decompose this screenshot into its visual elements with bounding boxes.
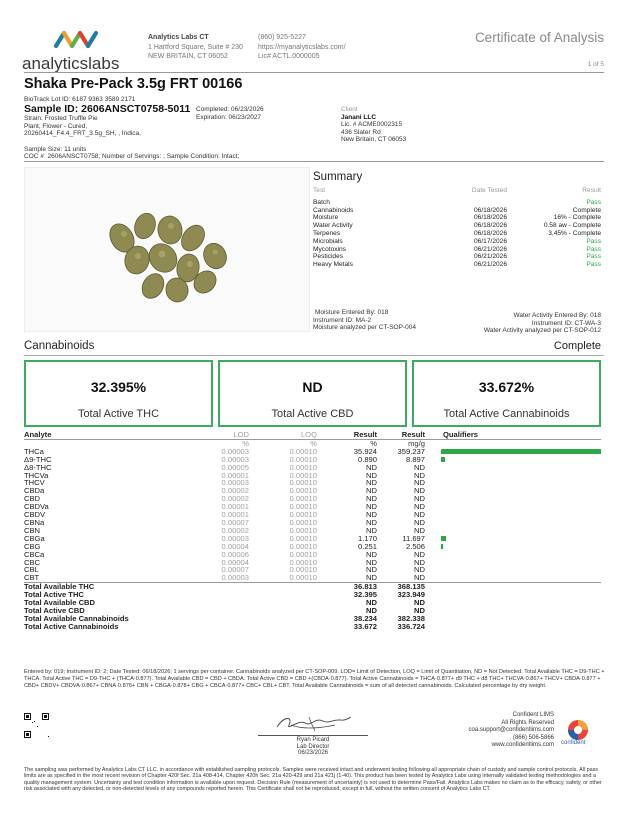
analyte-qualifier	[425, 566, 601, 574]
header-analyte: Analyte	[24, 430, 52, 439]
analyte-lod: 0.00001	[221, 470, 249, 480]
water-activity-info	[484, 312, 601, 335]
cannabinoids-divider	[24, 355, 604, 356]
lab-website[interactable]: https://myanalyticslabs.com/	[258, 43, 346, 51]
header-result-mg: Result	[401, 430, 425, 439]
matrix: Plant, Flower - Cured,	[24, 122, 88, 130]
total-active-thc-value: 32.395%	[90, 379, 147, 395]
unit-result-mg: mg/g	[377, 439, 425, 447]
analyte-loq: 0.00010	[289, 525, 317, 535]
total-active-cannabinoids-box	[412, 360, 601, 427]
product-title: Shaka Pre-Pack 3.5g FRT 00166	[24, 76, 243, 92]
summary-row	[313, 214, 601, 222]
analyte-result-mg: ND	[414, 510, 425, 520]
qr-code[interactable]	[24, 713, 49, 738]
result-bar	[441, 536, 446, 541]
analyte-lod: 0.00003	[221, 573, 249, 583]
summary-date: 06/21/2026	[473, 245, 507, 253]
analyte-qualifier	[425, 448, 601, 456]
expiration-date: Expiration: 06/23/2027	[196, 113, 262, 121]
analyte-lod: 0.00006	[221, 549, 249, 559]
analyte-qualifier	[425, 527, 601, 535]
analyte-result-mg: 8.897	[405, 454, 425, 464]
document-title: Certificate of Analysis	[474, 30, 604, 45]
analyte-result-pct: ND	[366, 517, 377, 527]
analyte-result-pct: 0.251	[357, 541, 377, 551]
analyte-loq: 0.00010	[289, 502, 317, 512]
analyte-lod: 0.00004	[221, 557, 249, 567]
analyte-qualifier	[425, 479, 601, 487]
header-divider	[24, 72, 604, 73]
analyte-loq: 0.00010	[289, 565, 317, 575]
analyte-result-pct: 0.890	[357, 454, 377, 464]
analyte-qualifier	[425, 487, 601, 495]
summary-header-result: Result	[582, 187, 601, 194]
sample-size: Sample Size: 11 units	[24, 146, 87, 153]
lab-info	[148, 33, 243, 62]
analyte-qualifier	[425, 472, 601, 480]
analyte-result-pct: ND	[366, 470, 377, 480]
summary-result: Pass	[586, 261, 601, 269]
total-result-mg: 382.338	[397, 613, 425, 623]
summary-date: 06/21/2026	[473, 253, 507, 261]
summary-table	[313, 187, 601, 269]
analyte-loq: 0.00010	[289, 478, 317, 488]
analyte-lod: 0.00007	[221, 517, 249, 527]
total-name: Total Active CBD	[24, 605, 85, 615]
analyte-row	[24, 574, 601, 582]
summary-result: Pass	[586, 237, 601, 245]
total-qualifier	[425, 591, 601, 599]
analyte-name: CBC	[24, 557, 41, 567]
total-name: Total Available THC	[24, 583, 317, 591]
total-qualifier	[425, 607, 601, 615]
section-divider	[24, 161, 604, 162]
biotrack-lot-id: BioTrack Lot ID: 6187 9363 3589 2171	[24, 96, 136, 103]
summary-row	[313, 253, 601, 261]
product-photo	[24, 167, 310, 332]
analyte-lod: 0.00007	[221, 565, 249, 575]
total-result-mg: ND	[414, 598, 425, 608]
analyte-name: CBN	[24, 525, 41, 535]
total-active-cbd-label: Total Active CBD	[271, 408, 354, 420]
analyte-loq: 0.00010	[289, 573, 317, 583]
analyte-loq: 0.00010	[289, 541, 317, 551]
result-bar	[441, 457, 445, 462]
total-qualifier	[425, 623, 601, 631]
confident-name: Confident LIMS	[512, 712, 554, 718]
confident-website[interactable]: www.confidentlims.com	[491, 742, 554, 749]
coc-line: COC #: 2606ANSCT0758; Number of Servings: ; Sample Condition: Intact;	[24, 153, 240, 160]
analyte-lod: 0.00003	[221, 454, 249, 464]
summary-row	[313, 222, 601, 230]
completed-date: Completed: 06/23/2026	[196, 106, 264, 113]
client-info	[341, 106, 406, 144]
summary-test: Microbials	[313, 237, 343, 245]
analyte-name: CBDV	[24, 510, 46, 520]
header-loq: LOQ	[300, 430, 317, 439]
page-number: 1 of 5	[587, 61, 604, 68]
strain-info	[24, 115, 141, 138]
total-qualifier	[425, 615, 601, 623]
summary-result: Complete	[572, 206, 601, 214]
analyte-result-mg: ND	[414, 517, 425, 527]
summary-row	[313, 246, 601, 254]
total-name: Total Active Cannabinoids	[24, 621, 119, 631]
analyte-name: CBGa	[24, 533, 45, 543]
dates-info	[196, 106, 264, 121]
summary-result: 3.45% - Complete	[548, 229, 601, 237]
cannabinoid-table	[24, 431, 601, 631]
analyte-name: CBDa	[24, 486, 45, 496]
analyte-result-mg: ND	[414, 573, 425, 583]
analyte-qualifier	[425, 511, 601, 519]
analyte-lod: 0.00003	[221, 533, 249, 543]
total-result-pct: 32.395	[353, 590, 377, 600]
analyte-qualifier	[425, 574, 601, 582]
cannabinoid-footnote: Entered by: 019; Instrument ID: 2; Date Tested: 06/18/2026; 1 servings per container. Cannabinoids analyzed per CT-SOP-009. LOD= Limit of Detection, LOQ = Limit of Quantitation, ND = Not Detected. Total Available THC = D9-THC + THCA. Total Active THC = D9-THC + (THCA·0.877). Total Available CBD = CBD + CBDA. Total Active CBD = CBD +(CBDA·0.877). Total Active Cannabinoids = THCA·0.877+ d9 THC + d8 THC+ THCVA·0.867+ THCV+ CBDA·0.877 + CBD+ CBDV+ CBDVA·0.867+ CBNA·0.876+ CBN + CBGA·0.878+ CBG + CBCA·0.877+ CBC+ CBL+ CBT. Total Available Cannabinoids = sum of all detected cannabinoids. Calculated percentage by dry weight.	[24, 669, 605, 689]
analyte-loq: 0.00010	[289, 549, 317, 559]
analyte-loq: 0.00010	[289, 517, 317, 527]
moisture-entered-by: Moisture Entered By: 018	[315, 309, 389, 316]
summary-title: Summary	[313, 171, 363, 183]
analyte-name: CBDVa	[24, 502, 49, 512]
confident-email[interactable]: coa.support@confidentlims.com	[468, 727, 554, 734]
analyte-result-mg: ND	[414, 470, 425, 480]
summary-result: 0.58 aw - Complete	[543, 222, 601, 230]
total-row	[24, 591, 601, 599]
summary-row	[313, 230, 601, 238]
analyte-name: CBT	[24, 573, 40, 583]
moisture-instrument: Instrument ID: MA-2	[313, 316, 372, 324]
summary-test: Mycotoxins	[313, 245, 346, 253]
summary-date: 06/18/2026	[473, 222, 507, 230]
client-label: Client	[341, 106, 358, 113]
analyte-result-pct: ND	[366, 478, 377, 488]
unit-loq: %	[249, 439, 317, 447]
analyte-lod: 0.00001	[221, 510, 249, 520]
analyte-lod: 0.00003	[221, 478, 249, 488]
summary-date	[419, 199, 507, 207]
total-active-thc-box	[24, 360, 213, 427]
total-active-cbd-value: ND	[302, 379, 323, 395]
analyte-qualifier	[425, 559, 601, 567]
analyte-loq: 0.00010	[289, 462, 317, 472]
lab-address-line1: 1 Hartford Square, Suite # 230	[148, 43, 243, 51]
total-result-pct: ND	[366, 598, 377, 608]
summary-test: Terpenes	[313, 229, 341, 237]
analyte-result-mg: ND	[414, 502, 425, 512]
analyte-result-pct: ND	[366, 573, 377, 583]
client-address-line1: 436 Slater Rd	[341, 128, 381, 136]
total-row	[24, 623, 601, 631]
confident-lims-info	[469, 712, 554, 750]
unit-result-pct: %	[317, 439, 377, 447]
analyte-result-mg: ND	[414, 549, 425, 559]
signer-name: Ryan Picard	[296, 737, 330, 743]
analyte-lod: 0.00002	[221, 486, 249, 496]
confident-rights: All Rights Reserved	[501, 719, 554, 726]
summary-header-row	[313, 187, 601, 199]
water-entered-by: Water Activity Entered By: 018	[513, 312, 601, 319]
logo-wordmark: analyticslabs	[22, 54, 120, 73]
client-license: Lic. # ACME0002315	[341, 121, 403, 129]
analyte-result-mg: 11.697	[402, 533, 425, 543]
analyte-name: THCV	[24, 478, 45, 488]
summary-test: Cannabinoids	[313, 206, 354, 214]
result-bar	[441, 544, 443, 549]
total-result-mg: ND	[414, 605, 425, 615]
total-active-cannabinoids-value: 33.672%	[478, 379, 535, 395]
header-result-pct: Result	[353, 430, 377, 439]
analyte-name: Δ9-THC	[24, 454, 52, 464]
analyte-name: CBG	[24, 541, 41, 551]
summary-test: Pesticides	[313, 253, 344, 261]
summary-date: 06/18/2026	[473, 206, 507, 214]
summary-date: 06/18/2026	[473, 229, 507, 237]
analyte-result-mg: ND	[414, 525, 425, 535]
analyte-lod: 0.00004	[221, 541, 249, 551]
analyte-name: CBCa	[24, 549, 45, 559]
analyte-loq: 0.00010	[289, 494, 317, 504]
summary-header-test: Test	[313, 187, 326, 194]
water-sop: Water Activity analyzed per CT-SOP-012	[483, 327, 601, 335]
total-qualifier	[425, 583, 601, 591]
analyte-result-pct: 1.170	[357, 533, 377, 543]
analyte-loq: 0.00010	[289, 510, 317, 520]
summary-test: Heavy Metals	[313, 261, 353, 269]
total-result-mg: 323.949	[397, 590, 425, 600]
analyte-result-mg: ND	[414, 478, 425, 488]
analyte-name: CBL	[24, 565, 39, 575]
unit-lod: %	[154, 439, 249, 447]
lot-line: 20260414_F4.4_FRT_3.5g_SH, , Indica,	[24, 130, 141, 138]
analyte-name: CBNa	[24, 517, 45, 527]
total-name: Total Active THC	[24, 590, 84, 600]
analyte-lod: 0.00005	[221, 462, 249, 472]
confident-wordmark: confident	[561, 740, 586, 746]
analyte-lod: 0.00003	[221, 446, 249, 456]
summary-row	[313, 238, 601, 246]
strain: Strain: Frosted Truffle Pie	[24, 115, 98, 122]
summary-result: Pass	[586, 245, 601, 253]
header-qualifiers: Qualifiers	[443, 430, 479, 439]
analyte-name: CBD	[24, 494, 41, 504]
analyte-result-pct: ND	[366, 462, 377, 472]
summary-result: Pass	[586, 253, 601, 261]
analyte-result-pct: ND	[366, 549, 377, 559]
analyte-qualifier	[425, 503, 601, 511]
analyte-result-pct: ND	[366, 502, 377, 512]
analyte-result-mg: ND	[414, 494, 425, 504]
summary-row	[313, 199, 601, 207]
lab-contact	[258, 33, 346, 62]
cannabinoids-title: Cannabinoids	[24, 340, 95, 352]
signer-title: Lab Director	[296, 743, 330, 750]
analyte-result-mg: ND	[414, 486, 425, 496]
analyte-result-pct: ND	[366, 510, 377, 520]
total-result-pct: 33.672	[353, 621, 377, 631]
total-result-mg: 336.724	[397, 621, 425, 631]
analyte-result-pct: ND	[366, 494, 377, 504]
moisture-info	[313, 309, 416, 332]
summary-result: Pass	[586, 198, 601, 206]
total-active-cbd-box	[218, 360, 407, 427]
analyte-name: THCVa	[24, 470, 49, 480]
analyte-lod: 0.00002	[221, 494, 249, 504]
analyte-loq: 0.00010	[289, 486, 317, 496]
analyte-lod: 0.00002	[221, 525, 249, 535]
analyte-result-mg: ND	[414, 557, 425, 567]
analyte-qualifier	[425, 543, 601, 551]
total-name: Total Available Cannabinoids	[24, 613, 129, 623]
analyte-loq: 0.00010	[289, 454, 317, 464]
analyte-result-mg: ND	[414, 565, 425, 575]
summary-header-date: Date Tested	[471, 187, 507, 194]
summary-row	[313, 207, 601, 215]
lab-phone: (860) 925-5227	[258, 34, 306, 41]
analyte-result-mg: 2.506	[405, 541, 425, 551]
analyte-qualifier	[425, 495, 601, 503]
signature-image	[271, 711, 355, 735]
total-name: Total Available CBD	[24, 598, 96, 608]
analyte-qualifier	[425, 456, 601, 464]
sample-id: Sample ID: 2606ANSCT0758-5011	[24, 103, 191, 115]
signature-line	[258, 735, 368, 736]
summary-test: Moisture	[313, 214, 339, 222]
moisture-sop: Moisture analyzed per CT-SOP-004	[313, 324, 416, 332]
client-name: Janani LLC	[341, 113, 377, 121]
analyte-name: THCa	[24, 446, 44, 456]
total-active-cannabinoids-label: Total Active Cannabinoids	[443, 408, 570, 420]
analyte-qualifier	[425, 551, 601, 559]
result-bar	[441, 449, 601, 454]
analyte-result-pct: ND	[366, 525, 377, 535]
total-row	[24, 583, 601, 591]
lab-address-line2: NEW BRITAIN, CT 06052	[148, 53, 228, 60]
summary-test: Water Activity	[313, 222, 353, 230]
analyte-result-mg: ND	[414, 462, 425, 472]
disclaimer: The sampling was performed by Analytics Labs CT LLC. in accordance with established sampling protocols. Samples were received intact and underwent testing following all appropriate chain of custody and sample control protocols. All pass limits are as specified in the most recent revision of Chapter 420f Sec. 21a 408-414, Chapter 420h Sec. 21a 420-429 and 21a 421j (1-40). This product has been tested by Analytics Labs using internally validated testing methodologies and a quality management system. Uncertainty and test condition information is available upon request. Decision Rule (measurement of uncertainty) is not used to determine Pass/Fail. Analytics Labs makes no claim as to the efficacy, safety, or other risk associated with any detected, or non-detected levels of any compounds reported herein. This Certificate shall not be reproduced, except in full, without the written consent of Analytics Labs CT.	[24, 767, 602, 793]
confident-phone: (866) 506-5866	[512, 734, 554, 741]
total-active-thc-label: Total Active THC	[77, 408, 160, 420]
analyte-result-pct: 35.924	[353, 446, 377, 456]
analyte-loq: 0.00010	[289, 446, 317, 456]
analyte-result-pct: ND	[366, 565, 377, 575]
cannabinoids-status: Complete	[553, 340, 601, 352]
water-instrument: Instrument ID: CT-WA-3	[531, 319, 601, 327]
analyte-qualifier	[425, 519, 601, 527]
signature-date: 06/23/2026	[297, 750, 329, 757]
header-lod: LOD	[233, 430, 249, 439]
client-address-line2: New Britain, CT 06053	[341, 136, 407, 144]
analyte-result-pct: ND	[366, 557, 377, 567]
lab-license: Lic# ACTL.0000005	[258, 53, 320, 60]
analyte-result-mg: 359.237	[397, 446, 425, 456]
analyticslabs-logo	[20, 26, 135, 74]
total-result-pct: 38.234	[353, 613, 377, 623]
total-qualifier	[425, 599, 601, 607]
analyte-qualifier	[425, 464, 601, 472]
total-row	[24, 599, 601, 607]
lab-name: Analytics Labs CT	[148, 34, 209, 41]
total-result-pct: ND	[366, 605, 377, 615]
total-result-mg: 368.135	[377, 583, 425, 591]
analyte-loq: 0.00010	[289, 557, 317, 567]
summary-date: 06/17/2026	[473, 237, 507, 245]
total-result-pct: 36.813	[317, 583, 377, 591]
analyte-qualifier	[425, 535, 601, 543]
analyte-lod: 0.00001	[221, 502, 249, 512]
analyte-loq: 0.00010	[289, 533, 317, 543]
summary-date: 06/21/2026	[473, 261, 507, 269]
analyte-loq: 0.00010	[289, 470, 317, 480]
summary-row	[313, 261, 601, 269]
summary-result: 16% - Complete	[553, 214, 601, 222]
analyte-name: Δ8-THC	[24, 462, 52, 472]
unit-qualifiers	[425, 439, 601, 447]
summary-date: 06/18/2026	[473, 214, 507, 222]
signature-block	[258, 737, 368, 757]
analyte-result-pct: ND	[366, 486, 377, 496]
summary-test: Batch	[313, 198, 330, 206]
